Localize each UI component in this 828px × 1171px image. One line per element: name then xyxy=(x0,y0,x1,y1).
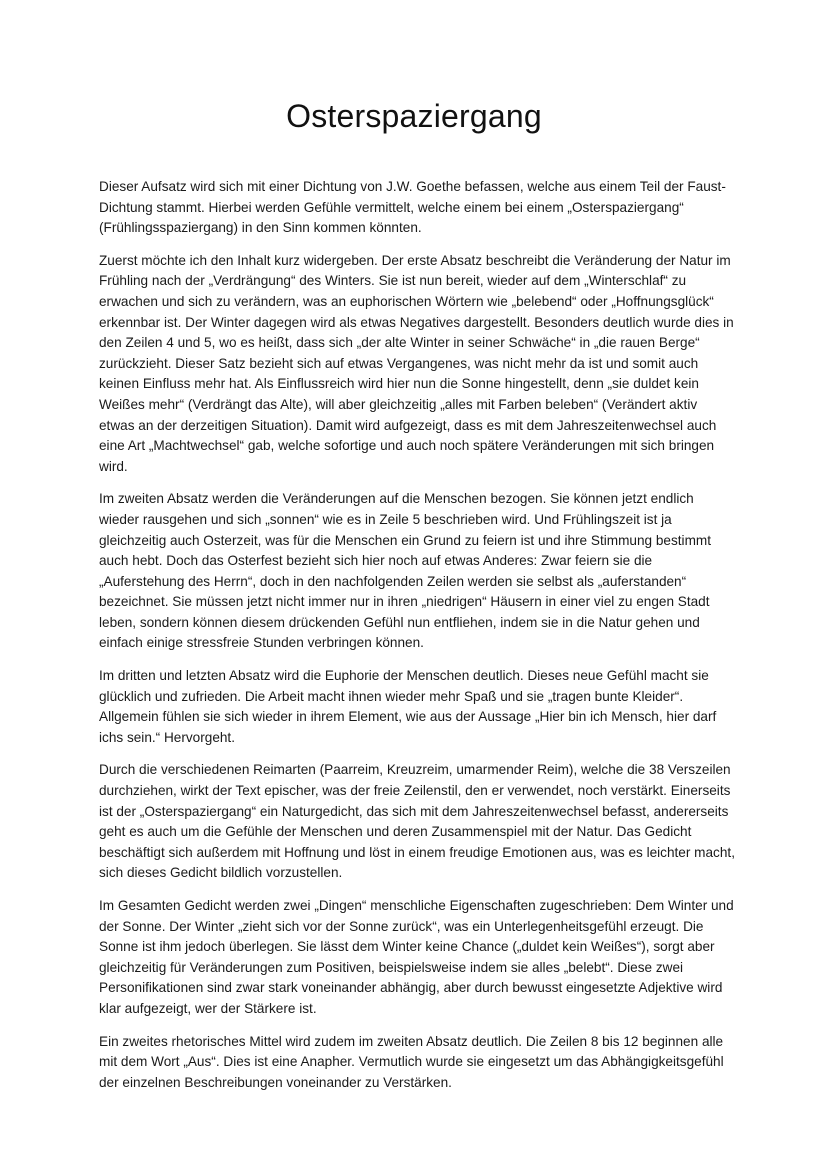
essay-body xyxy=(99,177,735,1105)
paragraph-second-stanza: Im zweiten Absatz werden die Veränderungen auf die Menschen bezogen. Sie können jetzt endlich wieder rausgehen und sich „sonnen“ wie es in Zeile 5 beschrieben wird. Und Frühlingszeit ist ja gleichzeitig auch Osterzeit, was für die Menschen ein Grund zu feiern ist und ihre Stimmung bestimmt auch hebt. Doch das Osterfest bezieht sich hier noch auf etwas Anderes: Zwar feiern sie die „Auferstehung des Herrn“, doch in den nachfolgenden Zeilen werden sie selbst als „auferstanden“ bezeichnet. Sie müssen jetzt nicht immer nur in ihren „niedrigen“ Häusern in einer viel zu engen Stadt leben, sondern können diesem drückenden Gefühl nun entfliehen, indem sie in die Natur gehen und einfach einige stressfreie Stunden verbringen können. xyxy=(99,491,711,651)
paragraph-personification: Im Gesamten Gedicht werden zwei „Dingen“ menschliche Eigenschaften zugeschrieben: Dem Winter und der Sonne. Der Winter „zieht sich vor der Sonne zurück“, was ein Unterlegenheitsgefühl erzeugt. Die Sonne ist ihm jedoch überlegen. Sie lässt dem Winter keine Chance („duldet kein Weißes“), sorgt aber gleichzeitig für Veränderungen zum Positiven, beispielsweise indem sie alles „belebt“. Diese zwei Personifikationen sind zwar stark voneinander abhängig, aber durch bewusst eingesetzte Adjektive wird klar aufgezeigt, wer der Stärkere ist. xyxy=(99,898,734,1016)
paragraph-anaphora: Ein zweites rhetorisches Mittel wird zudem im zweiten Absatz deutlich. Die Zeilen 8 bis 12 beginnen alle mit dem Wort „Aus“. Dies ist eine Anapher. Vermutlich wurde sie eingesetzt um das Abhängigkeitsgefühl der einzelnen Beschreibungen voneinander zu Verstärken. xyxy=(99,1033,724,1090)
paragraph-third-stanza: Im dritten und letzten Absatz wird die Euphorie der Menschen deutlich. Dieses neue Gefühl macht sie glücklich und zufrieden. Die Arbeit macht ihnen wieder mehr Spaß und sie „tragen bunte Kleider“. Allgemein fühlen sie sich wieder in ihrem Element, wie aus der Aussage „Hier bin ich Mensch, hier darf ichs sein.“ Hervorgeht. xyxy=(99,668,717,745)
page-title: Osterspaziergang xyxy=(286,98,542,134)
paragraph-content-summary: Zuerst möchte ich den Inhalt kurz widergeben. Der erste Absatz beschreibt die Veränderung der Natur im Frühling nach der „Verdrängung“ des Winters. Sie ist nun bereit, wieder auf dem „Winterschlaf“ zu erwachen und sich zu verändern, was an euphorischen Wörtern wie „belebend“ oder „Hoffnungsglück“ erkennbar ist. Der Winter dagegen wird als etwas Negatives dargestellt. Besonders deutlich wurde dies in den Zeilen 4 und 5, wo es heißt, dass sich „der alte Winter in seiner Schwäche“ in „die rauen Berge“ zurückzieht. Dieser Satz bezieht sich auf etwas Vergangenes, was nicht mehr da ist und somit auch keinen Einfluss mehr hat. Als Einflussreich wird hier nun die Sonne hingestellt, denn „sie duldet kein Weißes mehr“ (Verdrängt das Alte), will aber gleichzeitig „alles mit Farben beleben“ (Verändert aktiv etwas an der derzeitigen Situation). Damit wird aufgezeigt, dass es mit dem Jahreszeitenwechsel auch eine Art „Machtwechsel“ gab, welche sofortige und auch noch spätere Veränderungen mit sich bringen wird. xyxy=(99,252,734,474)
paragraph-form-analysis: Durch die verschiedenen Reimarten (Paarreim, Kreuzreim, umarmender Reim), welche die 38 Verszeilen durchziehen, wirkt der Text epischer, was der freie Zeilenstil, den er verwendet, noch verstärkt. Einerseits ist der „Osterspaziergang“ ein Naturgedicht, das sich mit dem Jahreszeitenwechsel befasst, andererseits geht es auch um die Gefühle der Menschen und deren Zusammenspiel mit der Natur. Das Gedicht beschäftigt sich außerdem mit Hoffnung und löst in einem freudige Emotionen aus, was es leichter macht, sich dieses Gedicht bildlich vorzustellen. xyxy=(99,762,735,881)
paragraph-intro: Dieser Aufsatz wird sich mit einer Dichtung von J.W. Goethe befassen, welche aus einem Teil der Faust-Dichtung stammt. Hierbei werden Gefühle vermittelt, welche einem bei einem „Osterspaziergang“ (Frühlingsspaziergang) in den Sinn kommen könnten. xyxy=(99,179,726,236)
